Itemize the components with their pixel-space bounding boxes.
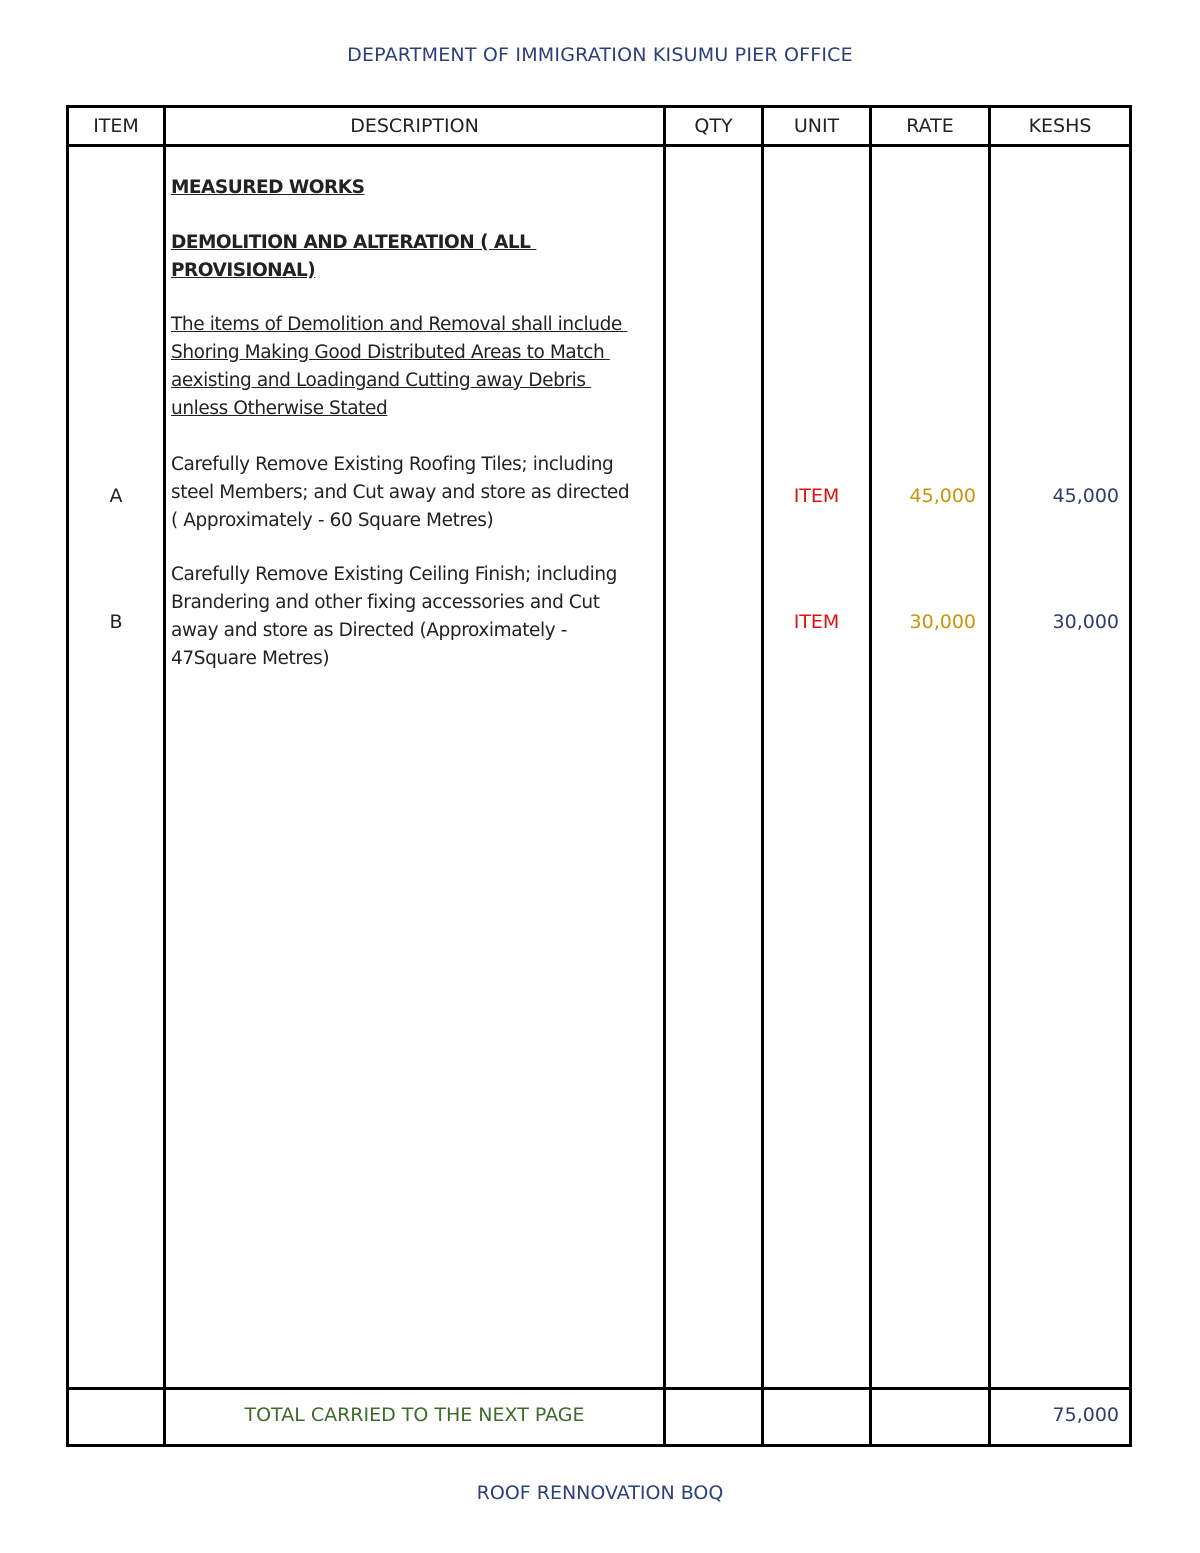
row-b-desc-line: Brandering and other fixing accessories and Cut bbox=[171, 592, 600, 613]
subsection-heading-line2: PROVISIONAL) bbox=[171, 260, 316, 281]
row-a-unit: ITEM bbox=[793, 485, 840, 507]
preamble-line: Shoring Making Good Distributed Areas to Match bbox=[171, 342, 610, 363]
header-rate: RATE bbox=[906, 115, 954, 137]
table-border-left bbox=[66, 105, 69, 1447]
table-border-right bbox=[1129, 105, 1132, 1447]
col-divider-rate bbox=[988, 105, 991, 1447]
row-b-unit: ITEM bbox=[793, 611, 840, 633]
row-a-rate: 45,000 bbox=[909, 485, 976, 507]
total-amount: 75,000 bbox=[1052, 1404, 1119, 1426]
header-description: DESCRIPTION bbox=[350, 115, 479, 137]
row-a-desc-line: Carefully Remove Existing Roofing Tiles; including bbox=[171, 454, 614, 475]
row-b-desc-line: 47Square Metres) bbox=[171, 648, 330, 669]
col-divider-qty bbox=[761, 105, 764, 1447]
subsection-heading-line1: DEMOLITION AND ALTERATION ( ALL bbox=[171, 232, 537, 253]
row-a-amount: 45,000 bbox=[1052, 485, 1119, 507]
preamble-line: unless Otherwise Stated bbox=[171, 398, 388, 419]
row-b-amount: 30,000 bbox=[1052, 611, 1119, 633]
page-footer: ROOF RENNOVATION BOQ bbox=[476, 1482, 724, 1504]
page-title: DEPARTMENT OF IMMIGRATION KISUMU PIER OFFICE bbox=[347, 44, 853, 66]
header-item: ITEM bbox=[93, 115, 139, 137]
header-keshs: KESHS bbox=[1028, 115, 1092, 137]
total-divider bbox=[66, 1387, 1132, 1390]
row-b-item: B bbox=[109, 611, 123, 633]
row-b-rate: 30,000 bbox=[909, 611, 976, 633]
row-b-desc-line: Carefully Remove Existing Ceiling Finish; including bbox=[171, 564, 617, 585]
row-a-desc-line: ( Approximately - 60 Square Metres) bbox=[171, 510, 494, 531]
col-divider-description bbox=[663, 105, 666, 1447]
total-label: TOTAL CARRIED TO THE NEXT PAGE bbox=[244, 1404, 585, 1426]
row-a-item: A bbox=[109, 485, 123, 507]
preamble-line: The items of Demolition and Removal shall include bbox=[171, 314, 628, 335]
header-qty: QTY bbox=[694, 115, 733, 137]
table-border-bottom bbox=[66, 1444, 1132, 1447]
col-divider-unit bbox=[869, 105, 872, 1447]
col-divider-item bbox=[163, 105, 166, 1447]
preamble-line: aexisting and Loadingand Cutting away Debris bbox=[171, 370, 592, 391]
row-b-desc-line: away and store as Directed (Approximately - bbox=[171, 620, 568, 641]
header-unit: UNIT bbox=[793, 115, 840, 137]
row-a-desc-line: steel Members; and Cut away and store as directed bbox=[171, 482, 630, 503]
section-heading: MEASURED WORKS bbox=[171, 177, 365, 198]
boq-table bbox=[66, 105, 1132, 1447]
